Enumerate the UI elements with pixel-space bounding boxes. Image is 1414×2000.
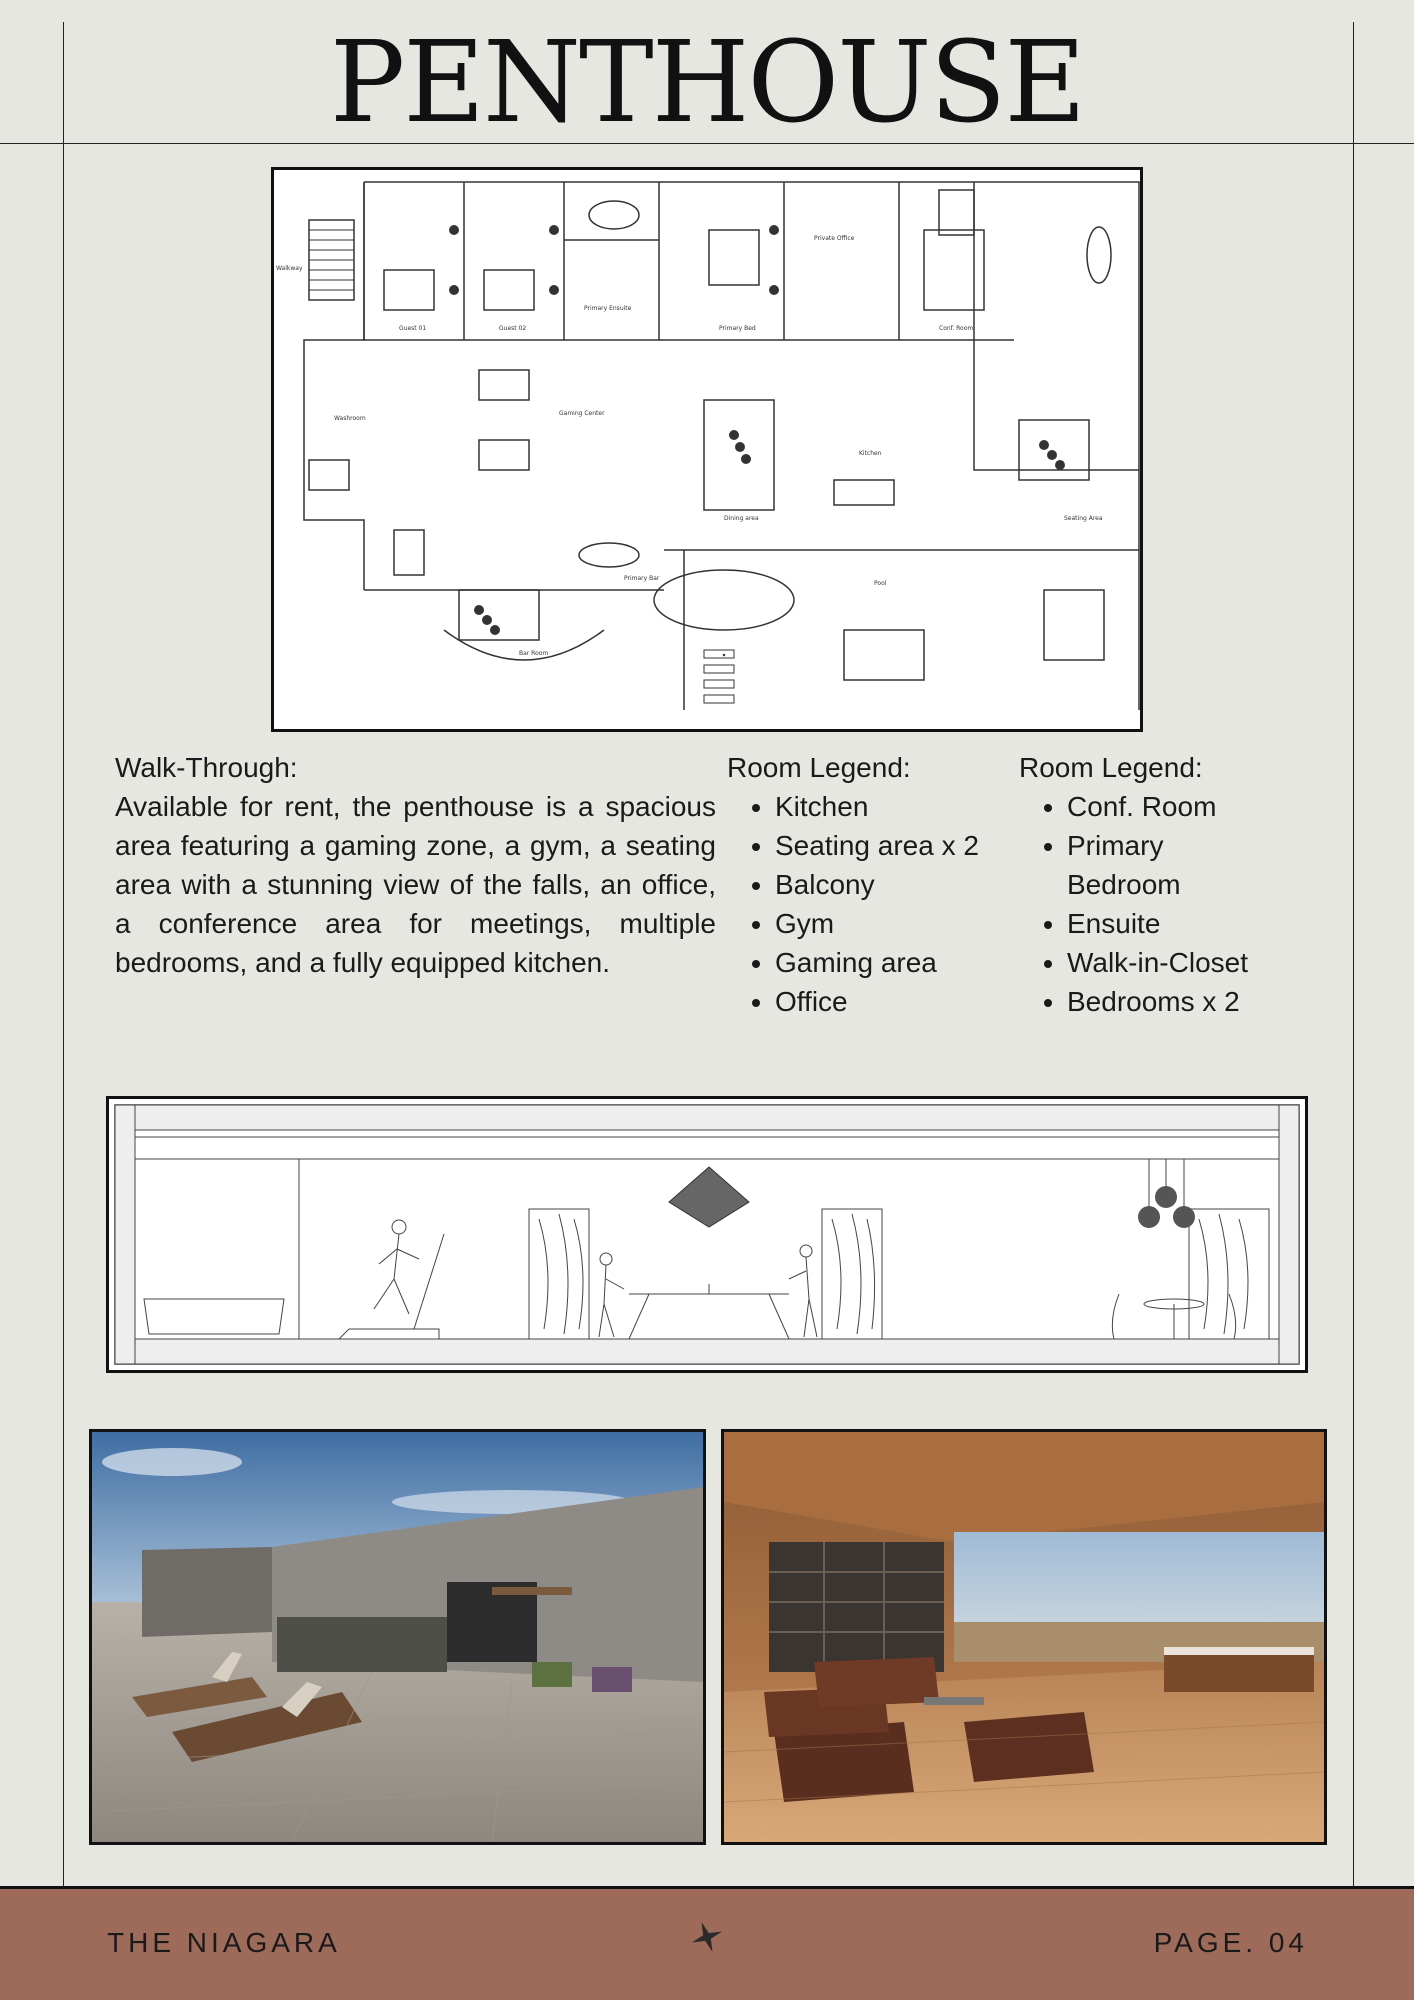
legend-item: • Bedrooms x 2: [1067, 982, 1309, 1021]
section-drawing: [106, 1096, 1308, 1373]
page-title: PENTHOUSE: [329, 18, 1085, 148]
plan-label: Bar Room: [519, 650, 549, 657]
legend-item: • Gaming area: [775, 943, 1017, 982]
legend-item: • Office: [775, 982, 1017, 1021]
left-frame-line: [63, 22, 64, 1886]
plan-label: Conf. Room: [939, 325, 974, 332]
plan-label: Primary Bar: [624, 575, 660, 582]
walkthrough-section: [115, 748, 716, 982]
right-frame-line: [1353, 22, 1354, 1886]
legend-item: • Ensuite: [1067, 904, 1309, 943]
legend-item: • Balcony: [775, 865, 1017, 904]
page-number: PAGE. 04: [1153, 1927, 1308, 1958]
plan-label: Kitchen: [859, 450, 882, 457]
living-room-image: [724, 1432, 1324, 1842]
plan-label: Seating Area: [1064, 515, 1103, 522]
legend-item: • Walk-in-Closet: [1067, 943, 1309, 982]
footer-brand: THE NIAGARA: [107, 1927, 341, 1958]
floor-plan-drawing: [274, 170, 1140, 729]
plan-label: Primary Bed: [719, 325, 756, 332]
legend-heading: Room Legend:: [1019, 752, 1203, 783]
section-elevation: [109, 1099, 1305, 1370]
plan-label: Washroom: [334, 415, 366, 422]
legend-item: • Seating area x 2: [775, 826, 1017, 865]
plan-label: Pool: [874, 580, 887, 587]
room-legend-1: [727, 748, 1017, 1021]
plan-label: Gaming Center: [559, 410, 605, 417]
balcony-photo: [89, 1429, 706, 1845]
floor-plan: [271, 167, 1143, 732]
legend-item: • Kitchen: [775, 787, 1017, 826]
legend-item: • Primary Bedroom: [1067, 826, 1217, 904]
plan-label: Guest 02: [499, 325, 527, 332]
plan-label: Walkway: [276, 265, 303, 272]
balcony-image: [92, 1432, 703, 1842]
living-room-photo: [721, 1429, 1327, 1845]
room-legend-2: [1019, 748, 1309, 1021]
legend-item: • Gym: [775, 904, 1017, 943]
legend-heading: Room Legend:: [727, 752, 911, 783]
walkthrough-heading: Walk-Through:: [115, 752, 298, 783]
plan-label: Dining area: [724, 515, 759, 522]
plan-label: Guest 01: [399, 325, 427, 332]
plan-label: Primary Ensuite: [584, 305, 632, 312]
plan-label: Private Office: [814, 235, 855, 242]
star-icon: [689, 1919, 725, 1955]
walkthrough-body: Available for rent, the penthouse is a spacious area featuring a gaming zone, a gym, a seating area with a stunning view of the falls, an office, a conference area for meetings, multiple bedrooms, and a fully equipped kitchen.: [115, 791, 716, 978]
legend-item: • Conf. Room: [1067, 787, 1309, 826]
footer-bar: [0, 1886, 1414, 2000]
